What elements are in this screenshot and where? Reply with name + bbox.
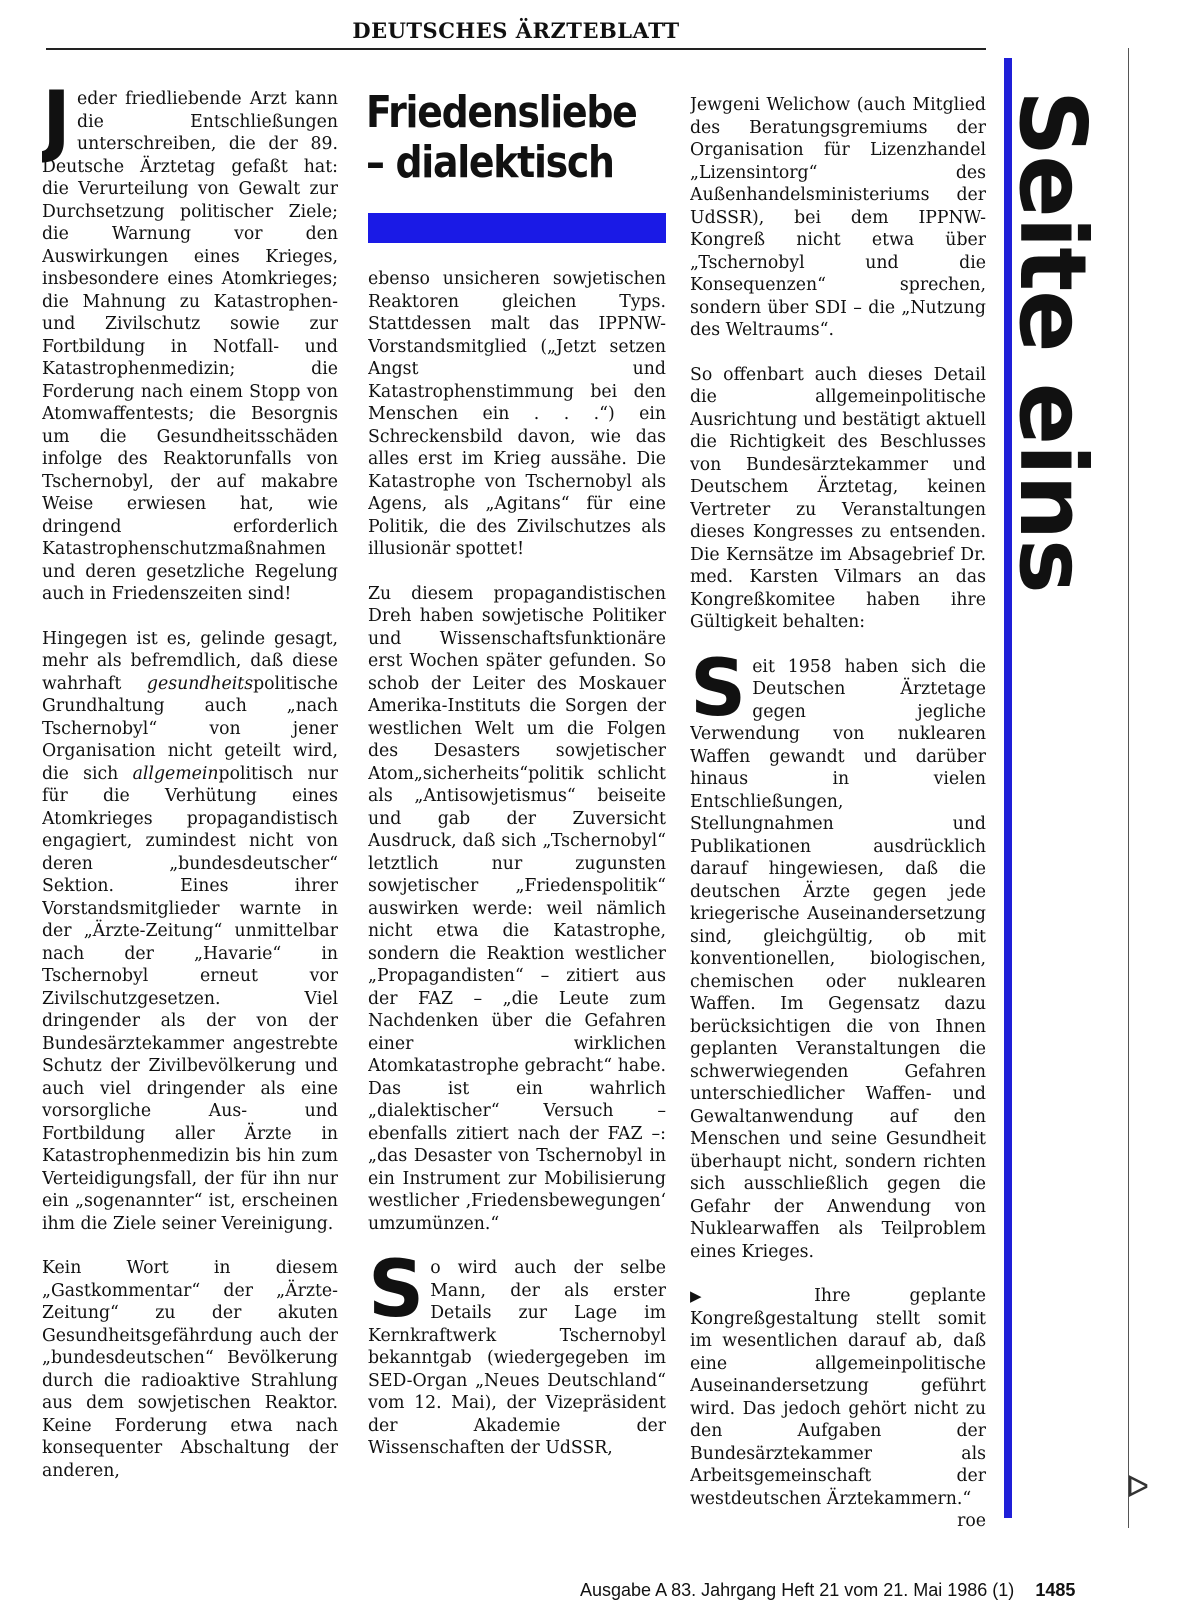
dropcap: J <box>42 88 72 166</box>
col3-paragraph-4 <box>690 1285 986 1530</box>
headline-line-2: – dialektisch <box>366 137 614 188</box>
page-edge-rule <box>1128 48 1129 1528</box>
footer <box>580 1580 1140 1601</box>
arrow-icon: ▶ <box>690 1287 756 1305</box>
col2-p3-text: o wird auch der selbe Mann, der als erster Details zur Lage im Kernkraftwerk Tschernobyl bekanntgab (wiedergegeben im SED-Organ „Neues Deutschland“ vom 12. Mai), der Vizepräsident der Akademie der Wissenschaften der UdSSR, <box>368 1258 666 1458</box>
col2-paragraph-3 <box>368 1245 666 1460</box>
col3-paragraph-2: So offenbart auch dieses Detail die allgemeinpolitische Ausrichtung und bestätigt aktuell die Richtigkeit des Beschlusses von Bundesärztekammer und Deutschem Ärztetag, keinen Vertreter zu Veranstaltungen dieses Kongresses zu entsenden. Die Kernsätze im Absagebrief Dr. med. Karsten Vilmars an das Kongreßkomitee haben ihre Gültigkeit behalten: <box>690 364 986 632</box>
section-label: Seite eins <box>999 90 1106 593</box>
footer-issue: 83. Jahrgang Heft 21 vom 21. Mai 1986 (1) <box>671 1580 1015 1600</box>
col3-paragraph-1: Jewgeni Welichow (auch Mitglied des Beratungsgremiums der Organisation für Lizenzhandel „Lizensintorg“ des Außenhandelsministeriums der UdSSR), bei dem IPPNW-Kongreß nicht etwa über „Tschernobyl und die Konsequenzen“ sprechen, sondern über SDI – die „Nutzung des Weltraums“. <box>690 95 986 340</box>
author-initials: roe <box>957 1511 986 1530</box>
headline-color-bar <box>368 213 666 243</box>
col2-paragraph-2: Zu diesem propagandistischen Dreh haben sowjetische Politiker und Wissenschaftsfunktionäre erst Wochen später gefunden. So schob der Leiter des Moskauer Amerika-Instituts die Sorgen der westlichen Welt um die Folgen des Desasters sowjetischer Atom„sicherheits“politik schlicht als „Antisowjetismus“ beiseite und gab der Zuversicht Ausdruck, daß sich „Tschernobyl“ letztlich nur zugunsten sowjetischer „Friedenspolitik“ auswirken werde: weil nämlich nicht etwa die Katastrophe, sondern die Reaktion westlicher „Propagandisten“ – zitiert aus der FAZ – „die Leute zum Nachdenken über die Gefahren einer wirklichen Atomkatastrophe gebracht“ habe. Das ist ein wahrlich „dialektischer“ Versuch – ebenfalls zitiert nach der FAZ –: „das Desaster von Tschernobyl in ein Instrument zur Mobilisierung westlicher ‚Friedensbewegungen‘ umzumünzen.“ <box>368 583 666 1234</box>
col1-paragraph-2 <box>42 628 338 1236</box>
column-1 <box>42 88 338 1530</box>
col3-paragraph-3 <box>690 643 986 1264</box>
col1-p2-text-b: politische Grundhaltung auch „nach Tschernobyl“ von jener Organisation nicht geteilt wird, die sich <box>42 673 338 784</box>
col1-paragraph-1 <box>42 88 338 606</box>
column-3 <box>690 94 986 1530</box>
col1-p1-text: eder friedliebende Arzt kann die Entschließungen unterschreiben, die der 89. Deutsche Ärztetag gefaßt hat: die Verurteilung von Gewalt zur Durchsetzung politischer Ziele; die Warnung vor den Auswirkungen eines Krieges, insbesondere eines Atomkrieges; die Mahnung zu Katastrophen- und Zivilschutz sowie zur Fortbildung in Notfall- und Katastrophenmedizin; die Forderung nach einem Stopp von Atomwaffentests; die Besorgnis um die Gesundheitsschäden infolge des Reaktorunfalls von Tschernobyl, der auf makabre Weise erwiesen hat, wie dringend erforderlich Katastrophenschutzmaßnahmen und deren gesetzliche Regelung auch in Friedenszeiten sind! <box>42 89 338 604</box>
col1-p2-text-a: Hingegen ist es, gelinde gesagt, mehr als befremdlich, daß diese wahrhaft <box>42 628 338 694</box>
headline-line-1: Friedensliebe <box>366 87 637 138</box>
headline <box>366 87 637 188</box>
column-2 <box>368 268 666 1530</box>
dropcap: S <box>368 1245 425 1335</box>
col1-p2-text-c: politisch nur für die Verhütung eines Atomkrieges propagandistisch engagiert, zumindest nicht von deren „bundesdeutscher“ Sektion. Eines ihrer Vorstandsmitglieder warnte in der „Ärzte-Zeitung“ unmittelbar nach der „Havarie“ in Tschernobyl erneut vor Zivilschutzgesetzen. Viel dringender als der von der Bundesärztekammer angestrebte Schutz der Zivilbevölkerung und auch viel dringender als eine vorsorgliche Aus- und Fortbildung aller Ärzte in Katastrophenmedizin bis hin zum Verteidigungsfall, der für ihn nur ein „sogenannter“ ist, erscheinen ihm die Ziele seiner Vereinigung. <box>42 763 338 1234</box>
page-marker-icon: ᐅ <box>1126 1470 1150 1505</box>
col1-p2-emphasis-1: gesundheits <box>146 673 254 694</box>
footer-edition: Ausgabe A <box>580 1580 667 1600</box>
col3-p4-text: Ihre geplante Kongreßgestaltung stellt somit im wesentlichen darauf ab, daß eine allgemeinpolitische Auseinandersetzung geführt wird. Das jedoch gehört nicht zu den Aufgaben der Bundesärztekammer als Arbeitsgemeinschaft der westdeutschen Ärztekammern.“ <box>690 1286 986 1509</box>
col3-p3-text: eit 1958 haben sich die Deutschen Ärztetage gegen jegliche Verwendung von nuklearen Waffen gewandt und darüber hinaus in vielen Entschließungen, Stellungnahmen und Publikationen ausdrücklich darauf hingewiesen, daß die deutschen Ärzte gegen jede kriegerische Auseinandersetzung sind, gleichgültig, ob mit konventionellen, biologischen, chemischen oder nuklearen Waffen. Im Gegensatz dazu berücksichtigen die von Ihnen geplanten Veranstaltungen die schwerwiegenden Gefahren unterschiedlicher Waffen- und Gewaltanwendung auf den Menschen und seine Gesundheit überhaupt nicht, sondern richten sich ausschließlich gegen die Gefahr der Anwendung von Nuklearwaffen als Teilproblem eines Krieges. <box>690 656 986 1262</box>
col1-paragraph-3: Kein Wort in diesem „Gastkommentar“ der „Ärzte-Zeitung“ zu der akuten Gesundheitsgefährdung auch der „bundesdeutschen“ Bevölkerung durch die radioaktive Strahlung aus dem sowjetischen Reaktor. Keine Forderung etwa nach konsequenter Abschaltung der anderen, <box>42 1258 338 1481</box>
masthead-title: DEUTSCHES ÄRZTEBLATT <box>352 18 680 43</box>
page-number: 1485 <box>1035 1580 1076 1600</box>
col2-paragraph-1: ebenso unsicheren sowjetischen Reaktoren gleichen Typs. Stattdessen malt das IPPNW-Vorstandsmitglied („Jetzt setzen Angst und Katastrophenstimmung bei den Menschen ein . . .“) ein Schreckensbild davon, wie das alles erst im Krieg aussähe. Die Katastrophe von Tschernobyl als Agens, als „Agitans“ für eine Politik, die des Zivilschutzes als illusionär spottet! <box>368 269 666 559</box>
dropcap: S <box>690 643 747 734</box>
masthead-rule <box>46 48 986 50</box>
col1-p2-emphasis-2: allgemein <box>132 763 219 784</box>
